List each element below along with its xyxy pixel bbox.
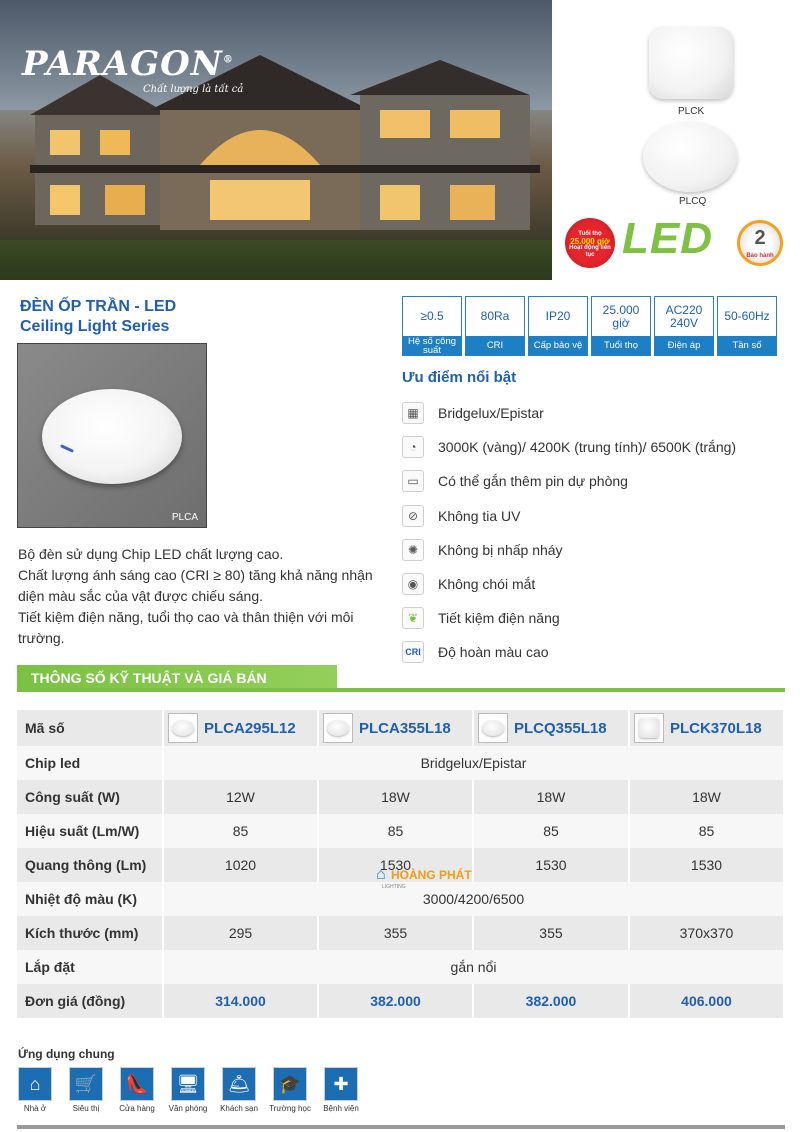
table-row: [17, 950, 784, 984]
warranty-badge: 2 Bảo hành: [737, 220, 783, 266]
application-item: ✚ Bệnh viện: [324, 1067, 358, 1113]
row-label: Đơn giá (đồng): [17, 984, 163, 1018]
table-cell: 355: [318, 916, 473, 950]
spec-boxes: [402, 296, 777, 356]
table-cell: 12W: [163, 780, 318, 814]
table-row: [17, 814, 784, 848]
price-cell: 382.000: [473, 984, 629, 1018]
plcq-image: [643, 122, 737, 192]
table-row: [17, 780, 784, 814]
brand-slogan: Chất lượng là tất cả: [143, 84, 244, 95]
plcq-label: PLCQ: [679, 196, 707, 207]
application-item: 🛎 Khách sạn: [222, 1067, 256, 1113]
shoe-icon: 👠: [120, 1067, 154, 1101]
watermark-logo: ⌂ HOÀNG PHÁT LIGHTING: [376, 866, 472, 890]
brand-logo: PARAGON®: [22, 44, 234, 84]
merged-cell: Bridgelux/Epistar: [163, 746, 784, 780]
table-cell: 1020: [163, 848, 318, 882]
eye-icon: ◉: [402, 573, 424, 595]
merged-cell: 3000/4200/6500: [163, 882, 784, 916]
row-label: Chip led: [17, 746, 163, 780]
color-temp-icon: ◔: [402, 436, 424, 458]
no-flicker-icon: ✺: [402, 539, 424, 561]
product-description: [18, 544, 388, 649]
desc-line: Bộ đèn sử dụng Chip LED chất lượng cao.: [18, 546, 284, 562]
led-logo: LED: [622, 214, 713, 263]
spec-voltage: AC220 240V Điện áp: [654, 296, 714, 356]
table-cell: 18W: [318, 780, 473, 814]
table-cell: 1530: [473, 848, 629, 882]
row-label: Nhiệt độ màu (K): [17, 882, 163, 916]
row-label: Hiệu suất (Lm/W): [17, 814, 163, 848]
plca-image: [17, 343, 207, 528]
chip-icon: ▦: [402, 402, 424, 424]
cri-icon: CRI: [402, 641, 424, 663]
application-item: ⌂ Nhà ở: [18, 1067, 52, 1113]
model-cell: PLCA355L18: [318, 710, 473, 746]
model-cell: PLCA295L12: [163, 710, 318, 746]
desc-line: Tiết kiệm điện năng, tuổi thọ cao và thân thiện với môi trường.: [18, 609, 354, 646]
table-cell: 1530: [318, 848, 473, 882]
feature-item: ❦ Tiết kiệm điện năng: [402, 601, 736, 635]
price-cell: 406.000: [629, 984, 784, 1018]
uv-icon: ⊘: [402, 505, 424, 527]
feature-item: ◔ 3000K (vàng)/ 4200K (trung tính)/ 6500K (trắng): [402, 430, 736, 464]
plca-label: PLCA: [171, 512, 198, 523]
spec-ip: IP20 Cấp bảo vệ: [528, 296, 588, 356]
table-cell: 295: [163, 916, 318, 950]
house-illustration: [30, 55, 540, 255]
features-title: Ưu điểm nổi bật: [402, 369, 517, 386]
section-divider: [17, 688, 785, 692]
spec-lifetime: 25.000 giờ Tuổi thọ: [591, 296, 651, 356]
table-cell: 18W: [629, 780, 784, 814]
feature-item: ◉ Không chói mắt: [402, 567, 736, 601]
home-icon: ⌂: [18, 1067, 52, 1101]
price-cell: 382.000: [318, 984, 473, 1018]
plck-image: [649, 27, 733, 99]
spec-table: [17, 710, 785, 1018]
applications-list: [18, 1067, 358, 1113]
plca-disk: [42, 389, 182, 484]
hero-image: [0, 0, 552, 280]
lifetime-badge: Tuổi thọ 25.000 giờ Hoạt động liên tục: [565, 218, 615, 268]
plca-thumb: [168, 713, 198, 743]
feature-item: CRI Độ hoàn màu cao: [402, 635, 736, 669]
section-header: THÔNG SỐ KỸ THUẬT VÀ GIÁ BÁN: [17, 665, 337, 691]
table-cell: 85: [629, 814, 784, 848]
spec-frequency: 50-60Hz Tần số: [717, 296, 777, 356]
application-item: 🖥 Văn phòng: [171, 1067, 205, 1113]
application-item: 🛒 Siêu thị: [69, 1067, 103, 1113]
feature-item: ▦ Bridgelux/Epistar: [402, 396, 736, 430]
plck-thumb: [634, 713, 664, 743]
product-title-vn: ĐÈN ỐP TRẦN - LED: [20, 298, 177, 315]
spec-power-factor: ≥0.5 Hệ số công suất: [402, 296, 462, 356]
merged-cell: gắn nổi: [163, 950, 784, 984]
features-list: [402, 396, 736, 670]
table-cell: 85: [473, 814, 629, 848]
office-icon: 🖥: [171, 1067, 205, 1101]
model-cell: PLCQ355L18: [473, 710, 629, 746]
hospital-icon: ✚: [324, 1067, 358, 1101]
row-label: Mã số: [17, 710, 163, 746]
table-row: [17, 710, 784, 746]
table-cell: 355: [473, 916, 629, 950]
table-row: [17, 916, 784, 950]
row-label: Quang thông (Lm): [17, 848, 163, 882]
desc-line: Chất lượng ánh sáng cao (CRI ≥ 80) tăng khả năng nhận diện màu sắc của vật được chiếu sáng.: [18, 567, 373, 604]
table-row: [17, 746, 784, 780]
price-cell: 314.000: [163, 984, 318, 1018]
table-cell: 18W: [473, 780, 629, 814]
applications-title: Ứng dụng chung: [18, 1047, 115, 1061]
row-label: Kích thước (mm): [17, 916, 163, 950]
cart-icon: 🛒: [69, 1067, 103, 1101]
plcq-thumb: [478, 713, 508, 743]
battery-icon: ▭: [402, 470, 424, 492]
plck-label: PLCK: [678, 106, 705, 117]
row-label: Lắp đặt: [17, 950, 163, 984]
lawn: [0, 240, 552, 280]
energy-saving-icon: ❦: [402, 607, 424, 629]
table-cell: 1530: [629, 848, 784, 882]
spec-cri: 80Ra CRI: [465, 296, 525, 356]
row-label: Công suất (W): [17, 780, 163, 814]
table-row: [17, 984, 784, 1018]
feature-item: ⊘ Không tia UV: [402, 499, 736, 533]
product-title-en: Ceiling Light Series: [20, 318, 170, 335]
application-item: 👠 Cửa hàng: [120, 1067, 154, 1113]
application-item: 🎓 Trường học: [273, 1067, 307, 1113]
school-icon: 🎓: [273, 1067, 307, 1101]
feature-item: ▭ Có thể gắn thêm pin dự phòng: [402, 464, 736, 498]
table-cell: 85: [318, 814, 473, 848]
feature-item: ✺ Không bị nhấp nháy: [402, 533, 736, 567]
hotel-icon: 🛎: [222, 1067, 256, 1101]
plca-thumb: [323, 713, 353, 743]
table-cell: 85: [163, 814, 318, 848]
table-cell: 370x370: [629, 916, 784, 950]
model-cell: PLCK370L18: [629, 710, 784, 746]
bottom-divider: [17, 1125, 785, 1129]
